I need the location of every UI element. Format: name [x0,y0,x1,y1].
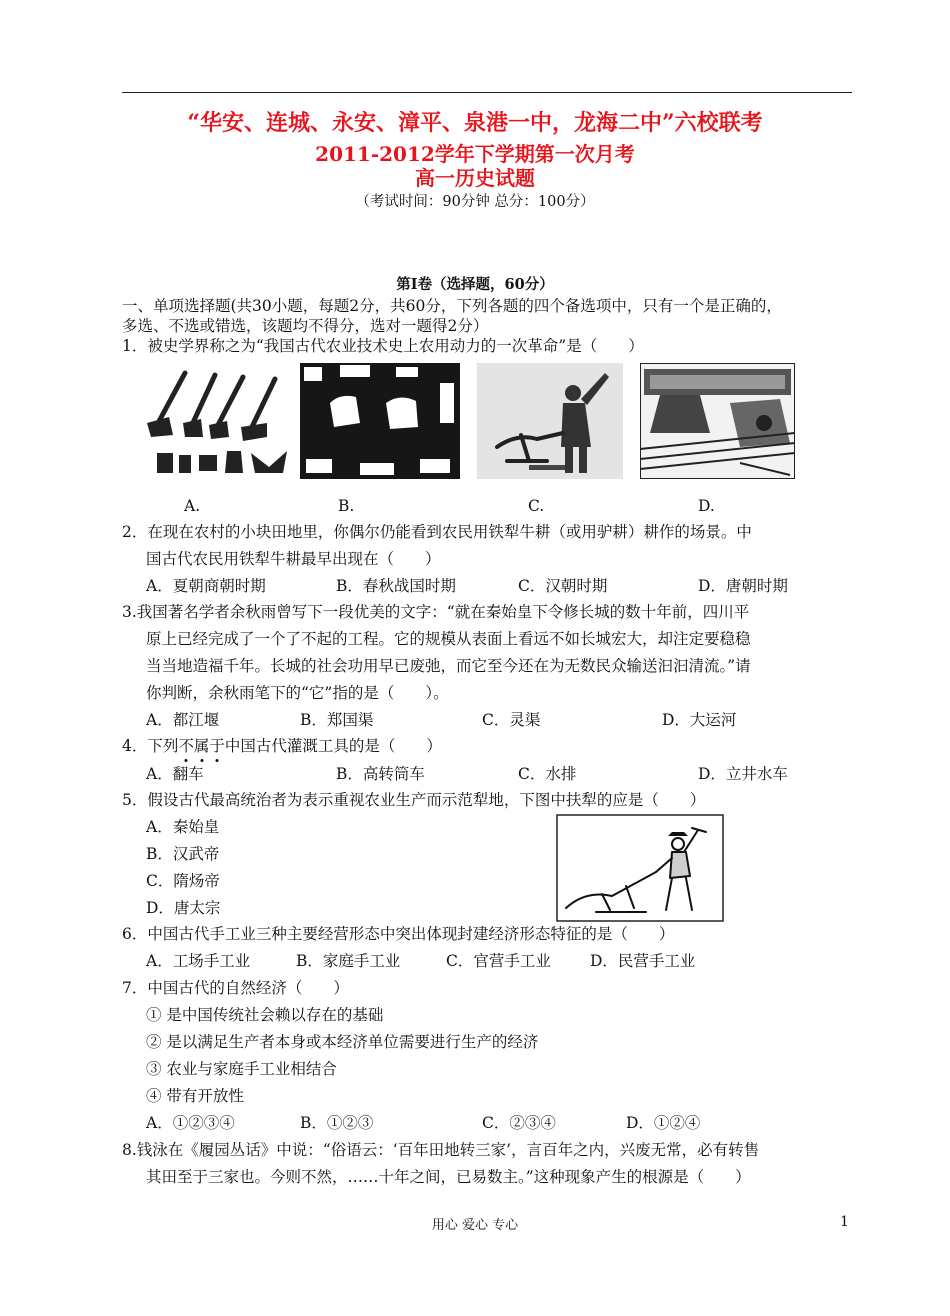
ox-plowing-picture [300,363,460,479]
q3-text-line3: 当当地造福千年。长城的社会功用早已废弛，而它至今还在为无数民众输送汩汩清流。”请 [146,657,751,675]
q1-option-a[interactable]: A. [184,497,201,515]
q6-text: 6．中国古代手工业三种主要经营形态中突出体现封建经济形态特征的是（ ） [122,925,675,943]
q4-option-a[interactable]: A．翻车 [146,765,204,783]
q2-option-a[interactable]: A．夏朝商朝时期 [146,577,266,595]
q5-option-b[interactable]: B．汉武帝 [146,845,220,863]
q8-text-line2: 其田至于三家也。今则不然，……十年之间，已易数主。”这种现象产生的根源是（ ） [146,1168,751,1186]
q7-text: 7．中国古代的自然经济（ ） [122,979,349,997]
q4-emphasis-3: 于 [209,736,225,756]
q5-option-c[interactable]: C．隋炀帝 [146,872,220,890]
q8-text-line1: 8.钱泳在《履园丛话》中说：“俗语云：‘百年田地转三家’，言百年之内，兴废无常，必有转售 [122,1141,760,1159]
q7-item-3: ③ 农业与家庭手工业相结合 [146,1060,337,1078]
q2-option-c[interactable]: C．汉朝时期 [518,577,608,595]
q1-option-c[interactable]: C. [528,497,545,515]
q7-item-4: ④ 带有开放性 [146,1087,244,1105]
q4-emphasis-2: 属 [194,736,210,756]
q7-option-d[interactable]: D．①②④ [626,1114,701,1132]
q3-text-line4: 你判断，余秋雨笔下的“它”指的是（ ）。 [146,684,449,702]
q4-emphasis-1: 不 [178,736,194,756]
header-rule [122,92,852,93]
q7-item-2: ② 是以满足生产者本身或本经济单位需要进行生产的经济 [146,1033,539,1051]
q4-option-b[interactable]: B．高转筒车 [336,765,425,783]
q7-option-a[interactable]: A．①②③④ [146,1114,235,1132]
section-instruction-2: 多选、不选或错选，该题均不得分，选对一题得2分） [122,317,489,335]
q2-option-d[interactable]: D．唐朝时期 [698,577,788,595]
q1-text: 1．被史学界称之为“我国古代农业技术史上农用动力的一次革命”是（ ） [122,337,644,355]
exam-info: （考试时间：90分钟 总分：100分） [355,194,595,210]
section-instruction-1: 一、单项选择题(共30小题，每题2分，共60分，下列各题的四个备选项中，只有一个是正确的， [122,297,782,315]
section-title: 第Ⅰ卷（选择题，60分） [396,276,554,293]
q2-text-line2: 国古代农民用铁犁牛耕最早出现在（ ） [146,550,441,568]
q2-text-line1: 2．在现在农村的小块田地里，你偶尔仍能看到农民用铁犁牛耕（或用驴耕）耕作的场景。中 [122,523,752,541]
exam-title-subject: 高一历史试题 [415,166,535,190]
q3-text-line2: 原上已经完成了一个了不起的工程。它的规模从表面上看远不如长城宏大，却注定要稳稳 [146,630,751,648]
q6-option-d[interactable]: D．民营手工业 [590,952,696,970]
page-footer: 用心 爱心 专心 [431,1218,519,1233]
q7-option-b[interactable]: B．①②③ [300,1114,374,1132]
q7-option-c[interactable]: C．②③④ [482,1114,556,1132]
q7-item-1: ① 是中国传统社会赖以存在的基础 [146,1006,384,1024]
q3-text-line1: 3.我国著名学者余秋雨曾写下一段优美的文字：“就在秦始皇下令修长城的数十年前，四川平 [122,603,750,621]
q1-option-d[interactable]: D. [698,497,715,515]
q6-option-c[interactable]: C．官营手工业 [446,952,551,970]
plow-farmer-picture [477,363,623,479]
q3-option-b[interactable]: B．郑国渠 [300,711,374,729]
farmer-plowing-picture [556,814,724,922]
q5-option-a[interactable]: A．秦始皇 [146,818,220,836]
q5-option-d[interactable]: D．唐太宗 [146,899,221,917]
q6-option-b[interactable]: B．家庭手工业 [296,952,401,970]
q3-option-c[interactable]: C．灵渠 [482,711,541,729]
irrigation-scene-picture [640,363,795,479]
page-number: 1 [840,1214,849,1230]
exam-title-term: 2011-2012学年下学期第一次月考 [315,142,635,166]
q3-option-a[interactable]: A．都江堰 [146,711,220,729]
q6-option-a[interactable]: A．工场手工业 [146,952,251,970]
q4-option-c[interactable]: C．水排 [518,765,577,783]
q2-option-b[interactable]: B．春秋战国时期 [336,577,456,595]
q4-text [122,736,442,756]
q3-option-d[interactable]: D．大运河 [662,711,737,729]
exam-title-schools: “华安、连城、永安、漳平、泉港一中，龙海二中”六校联考 [187,110,763,136]
q1-option-b[interactable]: B. [338,497,355,515]
q4-text-post: 中国古代灌溉工具的是（ ） [224,737,442,755]
q4-option-d[interactable]: D．立井水车 [698,765,788,783]
q5-text: 5．假设古代最高统治者为表示重视农业生产而示范犁地，下图中扶犁的应是（ ） [122,791,706,809]
q4-text-pre: 4．下列 [122,737,179,755]
farm-tools-picture [143,363,289,479]
